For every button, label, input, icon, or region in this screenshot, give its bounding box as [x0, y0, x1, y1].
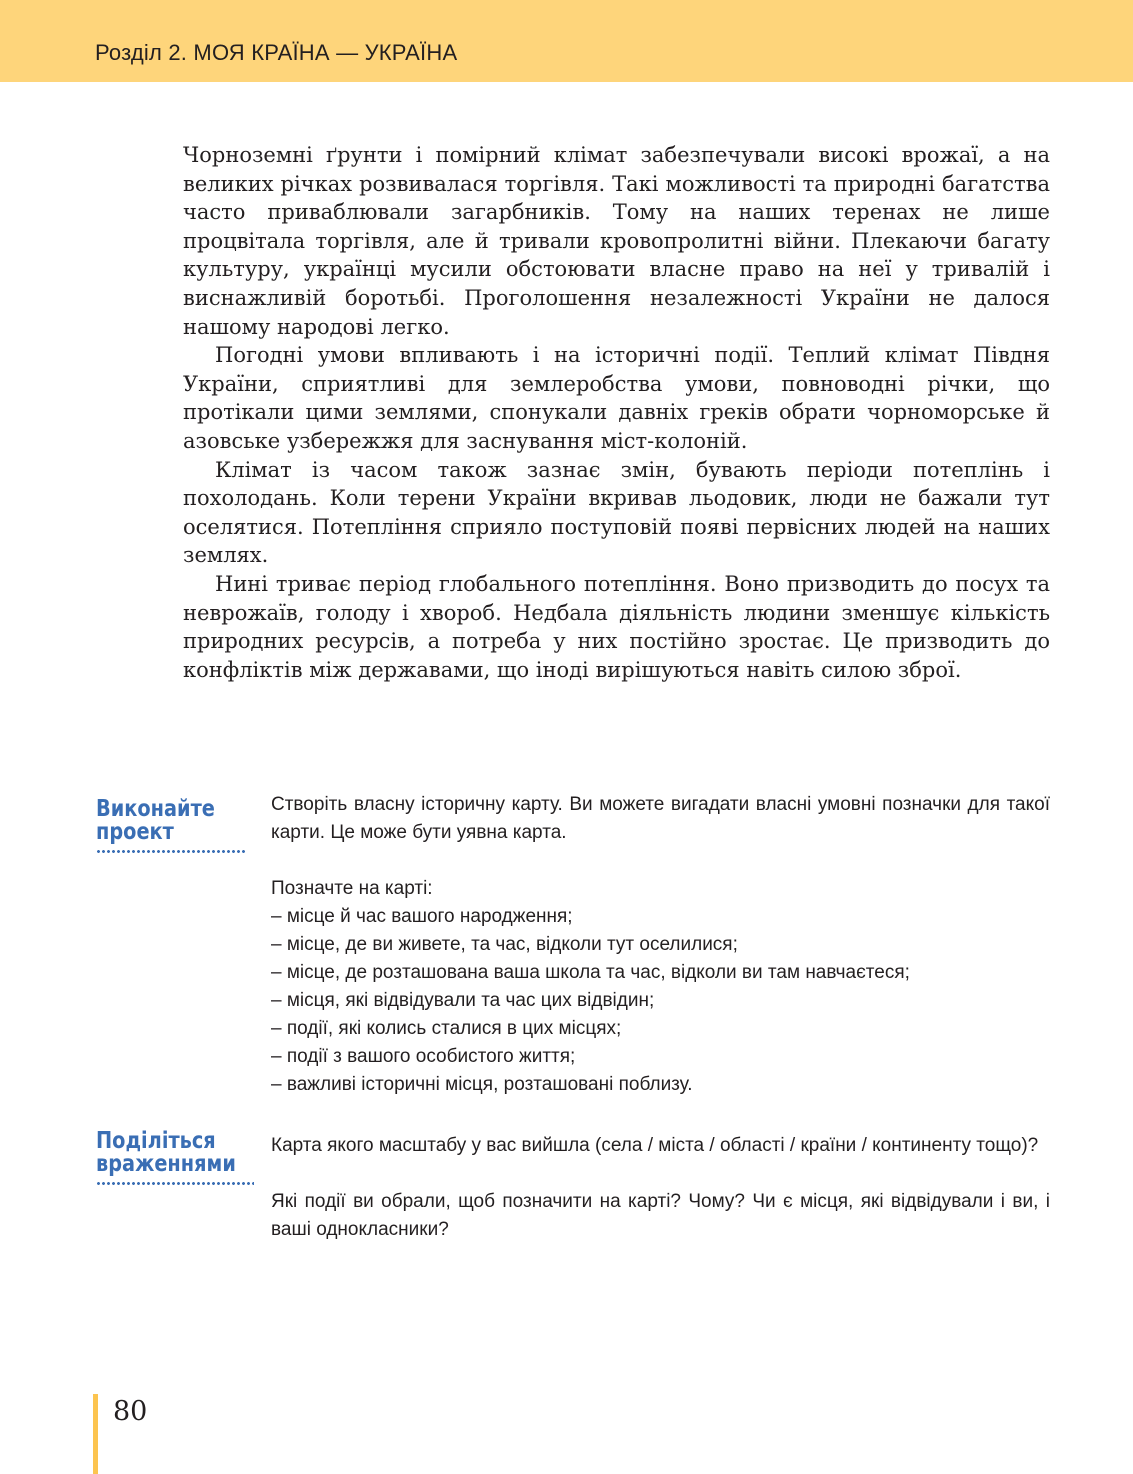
- project-label: [96, 798, 215, 844]
- list-item: – події з вашого особистого життя;: [271, 1046, 576, 1067]
- list-item: – місця, які відвідували та час цих відвідин;: [271, 990, 655, 1011]
- list-item: – місце й час вашого народження;: [271, 906, 573, 927]
- project-list: [271, 903, 1050, 1099]
- list-item: – важливі історичні місця, розташовані поблизу.: [271, 1074, 693, 1095]
- section-title: Розділ 2. МОЯ КРАЇНА — УКРАЇНА: [95, 40, 458, 65]
- main-text: [183, 141, 1050, 684]
- share-question: Які події ви обрали, щоб позначити на карті? Чому? Чи є місця, які відвідували і ви, і ваші однокласники?: [271, 1191, 1050, 1240]
- share-label-line1: Поділіться: [96, 1128, 216, 1154]
- header-bar: [0, 0, 1133, 82]
- paragraph: Погодні умови впливають і на історичні події. Теплий клімат Півдня України, сприятливі для землеробства умови, повноводні річки, що протікали цими землями, спонукали давніх греків обрати чорноморське й азовське узбережжя для заснування міст-колоній.: [183, 343, 1050, 453]
- project-intro: Створіть власну історичну карту. Ви можете вигадати власні умовні позначки для такої карти. Це може бути уявна карта.: [271, 794, 1050, 843]
- share-question: Карта якого масштабу у вас вийшла (села / міста / області / країни / континенту тощо)?: [271, 1135, 1039, 1156]
- list-item: – події, які колись сталися в цих місцях;: [271, 1018, 622, 1039]
- dotted-divider: [96, 1182, 254, 1185]
- list-item: – місце, де розташована ваша школа та час, відколи ви там навчаєтеся;: [271, 962, 910, 983]
- paragraph: Чорноземні ґрунти і помірний клімат забезпечували високі врожаї, а на великих річках розвивалася торгівля. Такі можливості та природні багатства часто приваблювали загарбників. Тому на наших теренах не лише процвітала торгівля, але й тривали кровопролитні війни. Плекаючи багату культуру, українці мусили обстоювати власне право на неї у тривалій і виснажливій боротьбі. Проголошення незалежності України не далося нашому народові легко.: [183, 143, 1050, 339]
- dotted-divider: [96, 850, 246, 853]
- page-number-bar: [93, 1394, 98, 1474]
- project-label-line1: Виконайте: [96, 796, 215, 822]
- share-label-line2: враженнями: [96, 1151, 236, 1177]
- project-label-line2: проект: [96, 819, 174, 845]
- paragraph: Нині триває період глобального потепління. Воно призводить до посух та неврожаїв, голоду і хвороб. Недбала діяльність людини зменшує кількість природних ресурсів, а потреба у них постійно зростає. Це призводить до конфліктів між державами, що іноді вирішуються навіть силою зброї.: [183, 571, 1050, 682]
- list-item: – місце, де ви живете, та час, відколи тут оселилися;: [271, 934, 738, 955]
- share-label: [96, 1130, 236, 1176]
- project-list-title: Позначте на карті:: [271, 878, 433, 899]
- paragraph: Клімат із часом також зазнає змін, бувають періоди потеплінь і похолодань. Коли терени України вкривав льодовик, люди не бажали тут оселятися. Потепління сприяло поступовій появі первісних людей на наших землях.: [183, 457, 1050, 568]
- share-task: [271, 1132, 1050, 1244]
- page-number: 80: [113, 1396, 148, 1427]
- project-task: [271, 791, 1050, 1099]
